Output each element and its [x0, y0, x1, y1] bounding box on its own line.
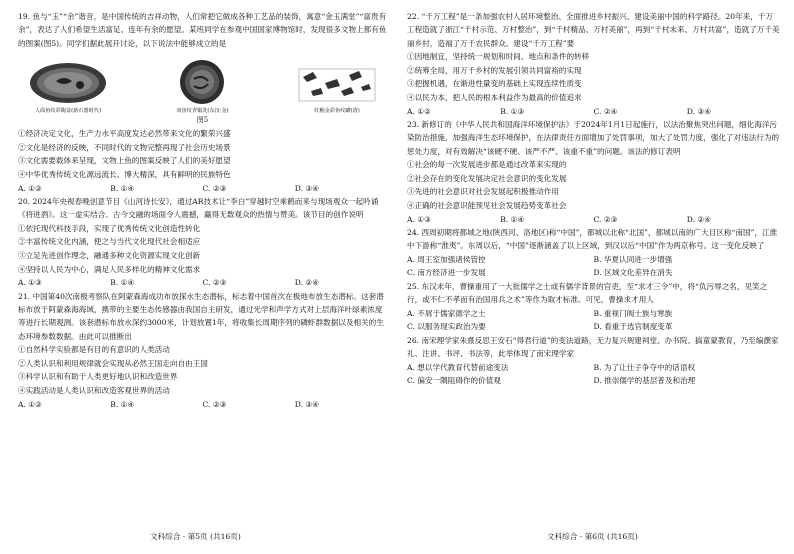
choice-a: A. 想以学代教育代替前途变法 [407, 362, 509, 372]
choice-a: A. ①③ [407, 214, 431, 224]
q19-choices [18, 182, 387, 195]
choice-a: A. ①② [18, 399, 42, 409]
choice-c: C. ②③ [202, 278, 227, 288]
choice-c: C. ②③ [593, 214, 618, 224]
choice-a: A. ①② [18, 183, 42, 193]
figure-caption: 双鱼纹青铜洗(东汉·金) [176, 108, 229, 115]
q26-options [407, 361, 780, 388]
q19-stem: 19. 鱼与“玉”“余”谐音，是中国传统的吉祥动物，人们常把它做成各种工艺品的装饰，寓意“金玉满堂”“富贵有余”，表达了人们希望生活富足、连年有余的愿望。某班同学在参观中国国家博物馆时，发现很多文物上都有鱼的图案(图5)。同学们据此展开讨论，以下说法中能够成立的是 [18, 12, 387, 48]
q20-option: ①依托现代科技手段，实现了优秀传统文化创造性转化 [18, 223, 201, 233]
q21-option: ①自然科学实验都是有目的有意识的人类活动 [18, 345, 170, 355]
choice-a: A. ①② [407, 106, 431, 116]
figure-painted-pottery-basin [28, 61, 108, 114]
figure-caption: 人面鱼纹彩陶盆(新石器时代) [34, 108, 102, 115]
figure-label: 图5 [196, 116, 209, 125]
choice-b: B. ①④ [500, 214, 525, 224]
choice-d: D. ③④ [294, 399, 320, 409]
q20-option: ②丰富传统文化内涵，使之与当代文化现代社会相适应 [18, 237, 201, 247]
q21-choices [18, 398, 387, 411]
q23-stem: 23. 新修订的《中华人民共和国海洋环境保护法》于2024年1月1日起施行，以法治聚焦突出问题，细化海洋污染防治措施，加强海洋生态环境保护，在法律责任方面增加了处罚事项，加大了处罚力度，强化了对违法行为的惩处力度，对有效解决“该硬不硬、该严不严、该重不重”的问题。该法的修订表明 [407, 120, 780, 156]
q21-option: ②人类认识和利用规律就会实现从必然王国走向自由王国 [18, 358, 208, 368]
choice-a: A. 不屑于儒家德学之士 [407, 308, 486, 318]
figure-red-glaze-jar [297, 65, 377, 114]
choice-d: D. 推崇儒学的基层普及和治理 [593, 376, 696, 386]
choice-b: B. 华夏认同进一步增强 [593, 254, 673, 264]
q20-option: ④坚持以人民为中心，满足人民多样化的精神文化需求 [18, 264, 201, 274]
choice-c: C. 以服务现实政治为要 [407, 322, 486, 332]
q22-stem: 22. “千万工程”是一条加强农村人居环境整治、全面推进乡村振兴、建设美丽中国的科学路径。20年来，千万工程造就了浙江“千村示范、万村整治”，到“千村精品、万村美丽”，再到“千村未来、万村共富”，造就了万千美丽乡村，造福了万千农民群众。建设“千万工程”要 [407, 12, 780, 48]
q23-choices [407, 213, 780, 226]
figure-bronze-basin [176, 59, 228, 114]
q25-options [407, 307, 780, 334]
choice-c: C. ②④ [593, 106, 618, 116]
choice-d: D. ③④ [686, 106, 712, 116]
choice-b: B. ①④ [110, 278, 135, 288]
choice-d: D. 区域文化差异在消失 [593, 268, 673, 278]
choice-d: D. ③④ [294, 183, 320, 193]
choice-c: C. ②③ [202, 183, 227, 193]
pottery-basin-image [28, 61, 108, 105]
choice-a: A. ①③ [18, 278, 42, 288]
choice-c: C. 南方经济进一步发展 [407, 268, 486, 278]
q19-option: ②文化是经济的反映，不同时代的文物完整再现了社会历史场景 [18, 142, 231, 152]
choice-d: D. ②④ [294, 278, 320, 288]
choice-b: B. ①④ [110, 399, 135, 409]
q21-option: ③科学认识和有助于人类更好地认识和改造世界 [18, 372, 178, 382]
q22-option: ③把握机遇，在渐进性量变的基础上实现连续性质变 [407, 79, 582, 89]
q26-stem: 26. 南宋理学家朱熹反思王安石“得君行道”的变法道路，无力复兴规建祠堂、办书院、搞童蒙教育，乃至编撰家礼、注讲、书评、书法等，此举体现了南宋理学家 [407, 336, 779, 359]
choice-b: B. 重视门阀士族与寒族 [593, 308, 673, 318]
q23-option: ③先进的社会意识对社会发展起积极推动作用 [407, 187, 559, 197]
q22-choices [407, 105, 780, 118]
q20-stem: 20. 2024年央视春晚创意节目《山河诗长安》，通过AR技术让“李白”穿越时空乘鹤而来与现场观众一起吟诵《将进酒》。这一虚实结合、古今交融的场面令人震撼，赢得无数观众的热情与赞美。该节目的创作说明 [18, 197, 379, 220]
page-footer: 文科综合 · 第6页 (共16页) [547, 532, 638, 541]
q19-figures [28, 56, 377, 114]
choice-c: C. 偏安一隅阻碍作的价值观 [407, 376, 501, 386]
q19-option: ③文化需要载体来呈现，文物上鱼的图案反映了人们的美好愿望 [18, 156, 231, 166]
choice-b: B. ①④ [110, 183, 135, 193]
q19-option: ①经济决定文化，生产力水平高度发达必然带来文化的繁荣兴盛 [18, 129, 231, 139]
q24-options [407, 253, 780, 280]
q19-option: ④中华优秀传统文化源远流长、博大精深，具有鲜明的民族特色 [18, 170, 231, 179]
q21-option: ④实践活动是人类认识和改造客观世界的活动 [18, 386, 170, 395]
figure-caption: 红釉金彩鱼纹罐(清) [314, 108, 360, 115]
q25-stem: 25. 东汉末年，曹操重用了一大批儒学之士或有儒学背景的官吏，至“求才三令”中，将“负污辱之名，见笑之行，或不仁不孝而有治国用兵之术”等作为取才标准。可见，曹操求才用人 [407, 282, 768, 305]
q20-option: ③立足先进创作理念，融通多种文化资源实现文化创新 [18, 251, 201, 260]
q22-option: ①因地制宜，坚持统一规划和时间、地点和条件的转移 [407, 52, 590, 62]
choice-b: B. 为了让仕子争夺中的话语权 [593, 362, 696, 372]
q22-option: ②统筹全局，用万千乡村的发展引领共同富裕的实现 [407, 65, 582, 75]
q23-option: ②社会存在的变化发展决定社会意识的变化发展 [407, 173, 567, 183]
glaze-jar-image [297, 65, 377, 105]
q23-option: ①社会的每一次发展进步都是通过改革来实现的 [407, 160, 567, 170]
page-footer: 文科综合 · 第5页 (共16页) [150, 532, 241, 541]
page-6 [397, 0, 794, 554]
q24-stem: 24. 西周初期将都城之地(陕西河、洛地区)称“中国”，都城以北称“北国”，都城以南的广大目区称“南国”，江淮中下游称“淮夷”。东周以后，“中国”逐渐涵盖了以上区域，到汉以后“中国”作为两京称号。这一变化反映了 [407, 228, 778, 251]
choice-b: B. ①③ [500, 106, 525, 116]
q22-option: ④以民为本，把人民的根本利益作为最高的价值追求 [407, 93, 582, 102]
q21-stem: 21. 中国第40次南极考察队在阿蒙森海成功布放探水生态潜标，标志着中国首次在极地布放生态潜标。这套潜标布放于阿蒙森海海域，携带的主要生态传感器由我国自主研发，通过光学和声学方式对上层海洋叶绿素浓度等进行长期观测。该套潜标布放水深约3000米，计划放置1年，将收集长周期序列的磷虾群数据以及相关的生态环境参数数据。由此可以推断出 [18, 291, 384, 341]
choice-c: C. ②③ [202, 399, 227, 409]
q23-option: ④正确的社会意识能预见社会发展趋势变革社会 [407, 201, 567, 210]
bronze-basin-image [179, 59, 225, 105]
q20-choices [18, 276, 387, 289]
choice-d: D. ②④ [686, 214, 712, 224]
choice-d: D. 看重于选官制度变革 [593, 322, 673, 332]
choice-a: A. 周王室加强诸侯管控 [407, 254, 486, 264]
